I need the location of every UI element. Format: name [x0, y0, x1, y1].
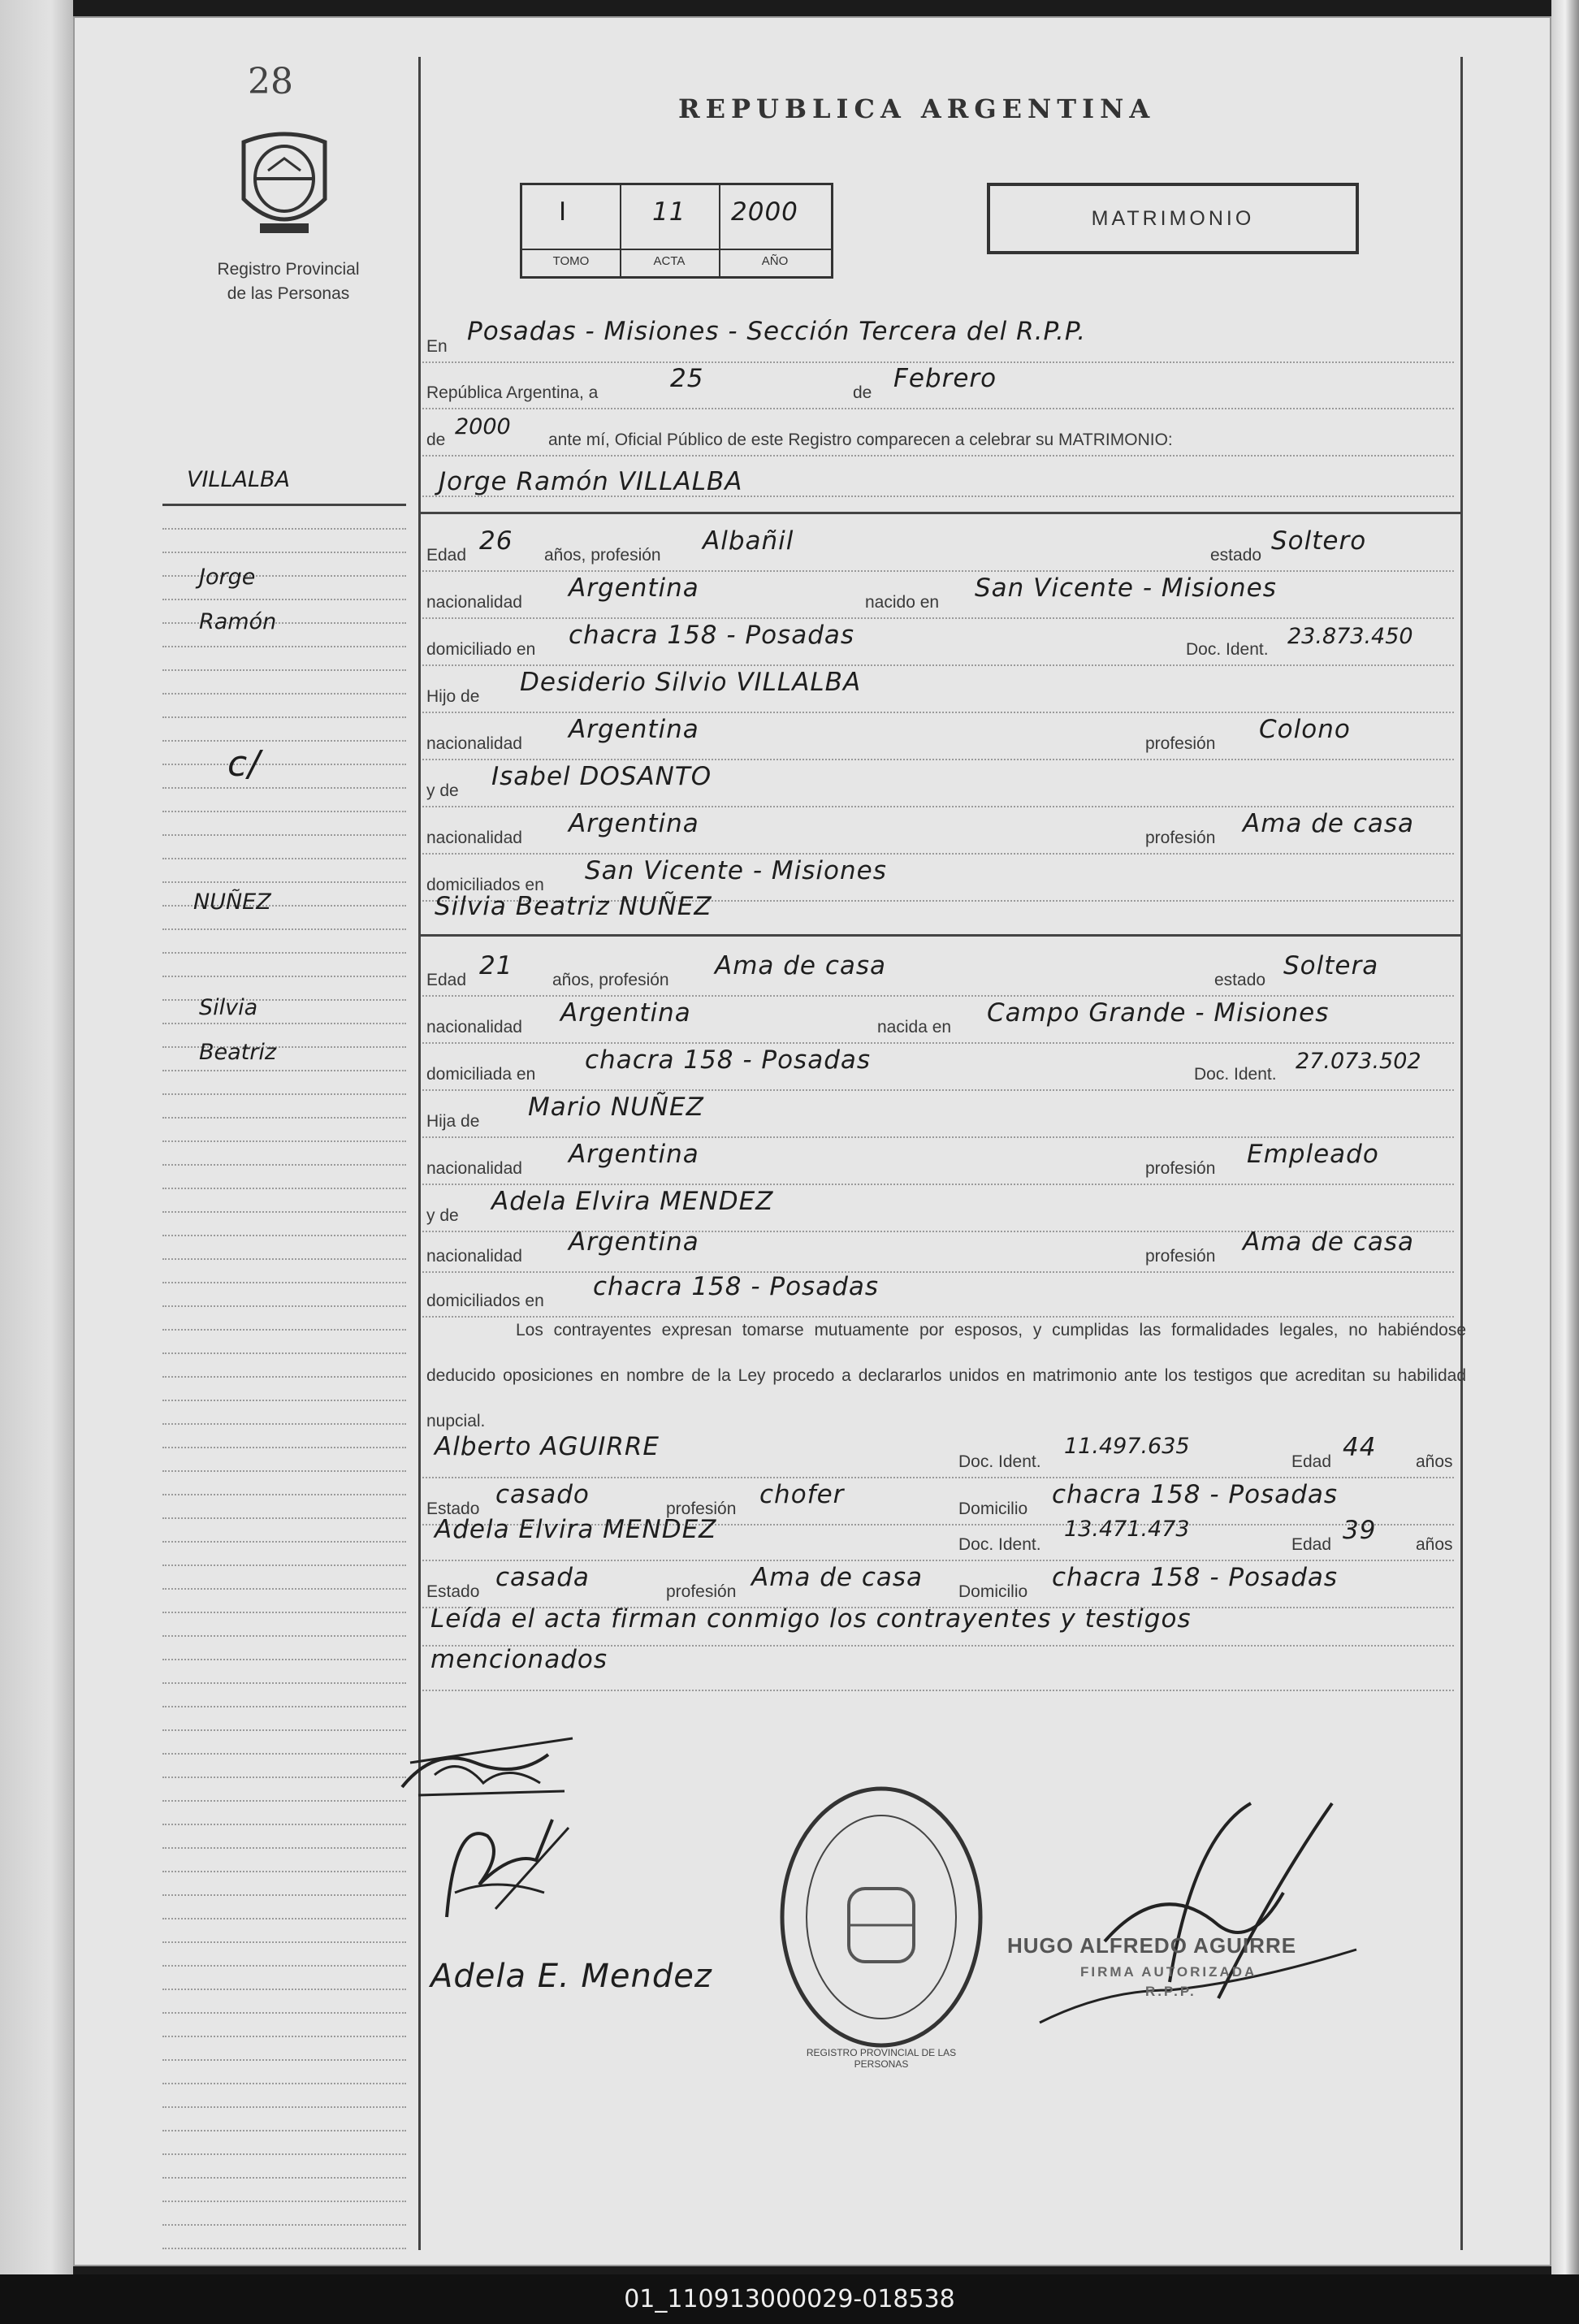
margin-ruling-line: [162, 2059, 406, 2061]
page-edge: [1551, 0, 1579, 2274]
bride-estado-label: estado: [1214, 971, 1266, 989]
bride-father-prof-label: profesión: [1145, 1159, 1216, 1178]
witness1-doc: 11.497.635: [1064, 1434, 1190, 1459]
margin-groom-given1: Jorge: [199, 565, 256, 590]
republica-label: República Argentina, a: [426, 383, 599, 402]
registry-stamp-icon: [772, 1779, 991, 2055]
witness1-address: chacra 158 - Posadas: [1052, 1480, 1339, 1509]
groom-father-nationality: Argentina: [569, 715, 699, 744]
margin-ruling-line: [162, 1282, 406, 1283]
book-spine: [0, 0, 73, 2274]
anio-label: AÑO: [761, 254, 789, 268]
stamp-text: REGISTRO PROVINCIAL DE LAS PERSONAS: [806, 2047, 957, 2070]
witness2-doc-label: Doc. Ident.: [958, 1535, 1041, 1554]
form-ruling-line: [422, 806, 1454, 807]
tomo-label: TOMO: [552, 254, 590, 268]
margin-ruling-line: [162, 528, 406, 530]
bride-signature-icon: [430, 1803, 577, 1933]
witness1-status: casado: [495, 1480, 590, 1509]
margin-ruling-line: [162, 1211, 406, 1213]
margin-ruling-line: [162, 2224, 406, 2226]
margin-ruling-line: [162, 1777, 406, 1778]
groom-father-profession: Colono: [1259, 715, 1351, 744]
groom-dom-label: domiciliado en: [426, 640, 536, 659]
form-ruling-line: [422, 361, 1454, 363]
margin-ruling-line: [162, 1965, 406, 1967]
witness2-name: Adela Elvira MENDEZ: [435, 1515, 717, 1544]
groom-anos-prof-label: años, profesión: [544, 546, 661, 565]
groom-mother-nat-label: nacionalidad: [426, 829, 522, 847]
bride-mother-nationality: Argentina: [569, 1227, 699, 1257]
bride-status: Soltera: [1283, 951, 1379, 980]
bride-father-profession: Empleado: [1247, 1140, 1379, 1169]
form-ruling-line: [422, 995, 1454, 997]
margin-ruling-line: [162, 2106, 406, 2108]
bride-nacida-label: nacida en: [877, 1018, 952, 1036]
margin-ruling-line: [162, 1847, 406, 1849]
bride-yde-label: y de: [426, 1206, 459, 1225]
form-ruling-line: [422, 1271, 1454, 1273]
form-ruling-line: [422, 759, 1454, 760]
witness1-doc-label: Doc. Ident.: [958, 1452, 1041, 1471]
record-box: [520, 183, 833, 279]
witness1-estado-label: Estado: [426, 1500, 480, 1518]
registry-name-line1: Registro Provincial: [217, 260, 360, 279]
margin-ruling-line: [162, 787, 406, 789]
groom-nacido-label: nacido en: [865, 593, 940, 612]
bride-full-name: Silvia Beatriz NUÑEZ: [435, 892, 712, 921]
act-type: MATRIMONIO: [1091, 207, 1255, 230]
groom-father: Desiderio Silvio VILLALBA: [520, 668, 862, 697]
groom-nac-label: nacionalidad: [426, 593, 522, 612]
registry-name-line2: de las Personas: [227, 284, 350, 303]
margin-ruling-line: [162, 881, 406, 883]
margin-ruling-line: [162, 1423, 406, 1425]
bride-birthplace: Campo Grande - Misiones: [987, 998, 1330, 1028]
margin-ruling-line: [162, 1140, 406, 1142]
witness2-age: 39: [1343, 1516, 1377, 1545]
form-ruling-line: [422, 664, 1454, 666]
margin-ruling-line: [162, 1400, 406, 1401]
page-number: 28: [248, 61, 293, 102]
groom-hijo-label: Hijo de: [426, 687, 480, 706]
bride-father-nationality: Argentina: [569, 1140, 699, 1169]
bride-mother-profession: Ama de casa: [1243, 1227, 1415, 1257]
margin-ruling-line: [162, 858, 406, 859]
de-label: de: [853, 383, 872, 402]
margin-ruling-line: [162, 1635, 406, 1637]
margin-ruling-line: [162, 1023, 406, 1024]
certificate-page: [73, 16, 1551, 2266]
witness2-status: casada: [495, 1563, 590, 1592]
witness2-dom-label: Domicilio: [958, 1582, 1028, 1601]
margin-bride-surname: NUÑEZ: [193, 889, 271, 915]
bride-nac-label: nacionalidad: [426, 1018, 522, 1036]
margin-ruling-line: [162, 976, 406, 977]
month: Febrero: [893, 364, 997, 393]
groom-edad-label: Edad: [426, 546, 467, 565]
margin-ruling-line: [162, 1894, 406, 1896]
margin-ruling-line: [162, 1682, 406, 1684]
form-ruling-line: [422, 617, 1454, 619]
bride-anos-prof-label: años, profesión: [552, 971, 669, 989]
margin-ruling-line: [162, 1541, 406, 1543]
year: 2000: [455, 414, 511, 439]
acta-value: 11: [652, 197, 686, 227]
margin-ruling-line: [162, 1659, 406, 1660]
groom-yde-label: y de: [426, 781, 459, 800]
margin-conjunction: c/: [227, 743, 262, 785]
form-ruling-line: [422, 1042, 1454, 1044]
margin-ruling-line: [162, 599, 406, 600]
margin-ruling-line: [162, 1612, 406, 1613]
groom-doc: 23.873.450: [1287, 624, 1413, 649]
witness1-prof-label: profesión: [666, 1500, 737, 1518]
bride-parents-dom-label: domiciliados en: [426, 1292, 544, 1310]
margin-ruling-line: [162, 2153, 406, 2155]
bride-father-nat-label: nacionalidad: [426, 1159, 522, 1178]
witness2-doc: 13.471.473: [1064, 1517, 1190, 1542]
de2-label: de: [426, 431, 446, 449]
right-rule: [1460, 57, 1463, 2250]
witness2-estado-label: Estado: [426, 1582, 480, 1601]
groom-signature-icon: [386, 1714, 589, 1811]
witness2-address: chacra 158 - Posadas: [1052, 1563, 1339, 1592]
margin-ruling-line: [162, 928, 406, 930]
tomo-value: I: [559, 197, 568, 227]
margin-groom-given2: Ramón: [199, 609, 277, 634]
margin-ruling-line: [162, 2248, 406, 2249]
groom-mother: Isabel DOSANTO: [491, 762, 712, 791]
margin-ruling-line: [162, 646, 406, 647]
groom-father-nat-label: nacionalidad: [426, 734, 522, 753]
groom-nationality: Argentina: [569, 573, 699, 603]
form-ruling-line: [422, 1136, 1454, 1138]
margin-ruling-line: [162, 2201, 406, 2202]
form-ruling-line: [422, 408, 1454, 409]
bride-address: chacra 158 - Posadas: [585, 1045, 872, 1075]
bride-parents-address: chacra 158 - Posadas: [593, 1272, 880, 1301]
coat-of-arms-icon: [236, 126, 333, 240]
form-ruling-line: [422, 712, 1454, 713]
witness-signature: Adela E. Mendez: [430, 1958, 712, 1995]
groom-birthplace: San Vicente - Misiones: [975, 573, 1277, 603]
margin-ruling-line: [162, 1376, 406, 1378]
margin-ruling-line: [162, 2130, 406, 2131]
groom-parents-dom-label: domiciliados en: [426, 876, 544, 894]
witness2-edad-label: Edad: [1291, 1535, 1332, 1554]
witness2-profession: Ama de casa: [751, 1563, 924, 1592]
margin-ruling-line: [162, 1517, 406, 1519]
form-ruling-line: [422, 1477, 1454, 1478]
witness2-anos-label: años: [1416, 1535, 1453, 1554]
groom-father-prof-label: profesión: [1145, 734, 1216, 753]
bride-father: Mario NUÑEZ: [528, 1093, 704, 1122]
groom-full-name: Jorge Ramón VILLALBA: [439, 467, 743, 496]
margin-ruling-line: [162, 1871, 406, 1872]
groom-address: chacra 158 - Posadas: [569, 621, 855, 650]
margin-ruling-line: [162, 740, 406, 742]
margin-groom-surname: VILLALBA: [187, 467, 291, 492]
bride-age: 21: [479, 951, 513, 980]
margin-rule: [418, 57, 421, 2250]
groom-estado-label: estado: [1210, 546, 1262, 565]
form-ruling-line: [422, 455, 1454, 457]
official-title: FIRMA AUTORIZADA: [1080, 1964, 1257, 1980]
bride-doc-label: Doc. Ident.: [1194, 1065, 1277, 1084]
groom-profession: Albañil: [703, 526, 794, 556]
margin-ruling-line: [162, 1989, 406, 1990]
witness1-dom-label: Domicilio: [958, 1500, 1028, 1518]
margin-ruling-line: [162, 2036, 406, 2037]
margin-ruling-line: [162, 811, 406, 812]
witness1-anos-label: años: [1416, 1452, 1453, 1471]
witness1-age: 44: [1343, 1433, 1377, 1462]
margin-ruling-line: [162, 1352, 406, 1354]
margin-ruling-line: [162, 764, 406, 765]
form-ruling-line: [422, 570, 1454, 572]
witness1-edad-label: Edad: [1291, 1452, 1332, 1471]
margin-ruling-line: [162, 2177, 406, 2179]
margin-ruling-line: [162, 1188, 406, 1189]
margin-ruling-line: [162, 1070, 406, 1071]
closing-line2: mencionados: [430, 1645, 608, 1674]
margin-ruling-line: [162, 1447, 406, 1448]
margin-ruling-line: [162, 1588, 406, 1590]
margin-ruling-line: [162, 952, 406, 954]
margin-ruling-line: [162, 1258, 406, 1260]
groom-age: 26: [479, 526, 513, 556]
official-org: R.P.P.: [1145, 1984, 1196, 1999]
margin-ruling-line: [162, 552, 406, 553]
official-name: HUGO ALFREDO AGUIRRE: [1007, 1933, 1297, 1958]
margin-ruling-line: [162, 1470, 406, 1472]
margin-ruling-line: [162, 669, 406, 671]
witness1-profession: chofer: [759, 1480, 845, 1509]
margin-ruling-line: [162, 1164, 406, 1166]
groom-status: Soltero: [1271, 526, 1367, 556]
anio-value: 2000: [731, 197, 798, 227]
bride-dom-label: domiciliada en: [426, 1065, 536, 1084]
margin-ruling-line: [162, 693, 406, 695]
margin-ruling-line: [162, 2083, 406, 2084]
witness2-prof-label: profesión: [666, 1582, 737, 1601]
margin-ruling-line: [162, 1824, 406, 1825]
country-title: REPUBLICA ARGENTINA: [678, 93, 1156, 124]
bride-mother: Adela Elvira MENDEZ: [491, 1187, 774, 1216]
margin-ruling-line: [162, 1305, 406, 1307]
margin-ruling-line: [162, 1800, 406, 1802]
margin-ruling-line: [162, 1564, 406, 1566]
bride-hija-label: Hija de: [426, 1112, 480, 1131]
groom-parents-address: San Vicente - Misiones: [585, 856, 887, 885]
margin-bride-given2: Beatriz: [199, 1040, 277, 1065]
bride-doc: 27.073.502: [1296, 1049, 1421, 1074]
margin-ruling-line: [162, 1729, 406, 1731]
day: 25: [670, 364, 704, 393]
margin-ruling-line: [162, 1753, 406, 1755]
acta-label: ACTA: [653, 254, 686, 268]
form-ruling-line: [422, 1184, 1454, 1185]
margin-ruling-line: [162, 1706, 406, 1707]
margin-ruling-line: [162, 1941, 406, 1943]
margin-ruling-line: [162, 716, 406, 718]
groom-mother-profession: Ama de casa: [1243, 809, 1415, 838]
place: Posadas - Misiones - Sección Tercera del R.P.P.: [467, 317, 1087, 346]
witness1-name: Alberto AGUIRRE: [435, 1432, 660, 1461]
margin-bride-given1: Silvia: [199, 995, 258, 1020]
bride-edad-label: Edad: [426, 971, 467, 989]
margin-ruling-line: [162, 1494, 406, 1495]
en-label: En: [426, 337, 448, 356]
bride-profession: Ama de casa: [715, 951, 887, 980]
groom-doc-label: Doc. Ident.: [1186, 640, 1269, 659]
intro-statement: ante mí, Oficial Público de este Registro comparecen a celebrar su MATRIMONIO:: [548, 431, 1173, 449]
margin-ruling-line: [162, 1117, 406, 1119]
bride-nationality: Argentina: [560, 998, 691, 1028]
form-ruling-line: [422, 1690, 1454, 1691]
margin-ruling-line: [162, 2012, 406, 2014]
groom-mother-nationality: Argentina: [569, 809, 699, 838]
form-ruling-line: [422, 853, 1454, 855]
bride-mother-prof-label: profesión: [1145, 1247, 1216, 1266]
form-ruling-line: [422, 1560, 1454, 1561]
act-type-box: [987, 183, 1359, 254]
form-ruling-line: [422, 1089, 1454, 1091]
margin-ruling-line: [162, 1235, 406, 1236]
margin-ruling-line: [162, 834, 406, 836]
margin-ruling-line: [162, 1093, 406, 1095]
closing-line1: Leída el acta firman conmigo los contrayentes y testigos: [430, 1604, 1192, 1634]
declaration-text: Los contrayentes expresan tomarse mutuamente por esposos, y cumplidas las formalidades legales, no habiéndose deducido oposiciones en nombre de la Ley procedo a declararlos unidos en matrimonio ante los testigos que acreditan su habilidad nupcial.: [426, 1321, 1466, 1430]
margin-ruling-line: [162, 1918, 406, 1919]
bride-mother-nat-label: nacionalidad: [426, 1247, 522, 1266]
image-id-footer: 01_110913000029-018538: [0, 2274, 1579, 2324]
groom-mother-prof-label: profesión: [1145, 829, 1216, 847]
margin-ruling-line: [162, 1329, 406, 1331]
official-signature-icon: [1007, 1787, 1381, 2047]
